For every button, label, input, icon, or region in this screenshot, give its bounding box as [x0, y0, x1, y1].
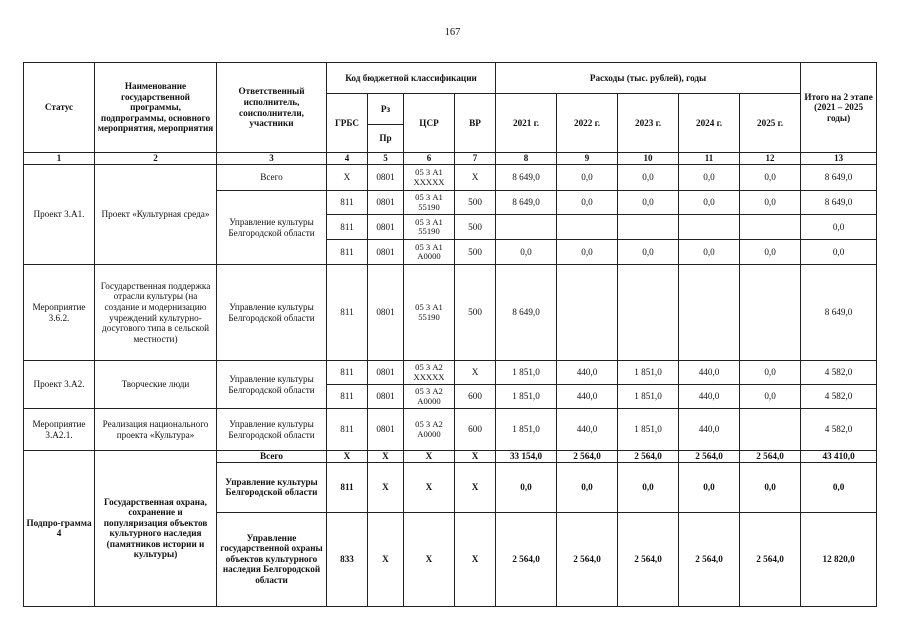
name-cell: Творческие люди [95, 361, 217, 409]
status-cell: Подпро-грамма 4 [24, 451, 95, 607]
rzpr-cell: 0801 [368, 361, 404, 385]
header-status: Статус [24, 63, 95, 153]
value-total: 12 820,0 [801, 512, 877, 606]
rzpr-cell: Х [368, 512, 404, 606]
csr-cell: 05 3 А2 А0000 [404, 385, 455, 409]
budget-table [23, 62, 877, 607]
value-2024: 440,0 [679, 409, 740, 451]
column-number-row [24, 153, 877, 165]
vr-cell: 600 [455, 409, 496, 451]
value-total: 43 410,0 [801, 451, 877, 463]
value-2021: 1 851,0 [496, 385, 557, 409]
value-2024: 0,0 [679, 240, 740, 265]
value-2022: 440,0 [557, 409, 618, 451]
grbs-cell: Х [327, 165, 368, 191]
value-2023: 0,0 [618, 240, 679, 265]
grbs-cell: 811 [327, 385, 368, 409]
value-2022: 440,0 [557, 361, 618, 385]
name-cell: Реализация национального проекта «Культура» [95, 409, 217, 451]
value-total: 0,0 [801, 215, 877, 240]
value-total: 0,0 [801, 240, 877, 265]
status-cell: Мероприятие 3.6.2. [24, 265, 95, 361]
header-2024: 2024 г. [679, 94, 740, 153]
value-total: 4 582,0 [801, 361, 877, 385]
grbs-cell: 811 [327, 265, 368, 361]
status-cell: Проект 3.А2. [24, 361, 95, 409]
csr-cell: Х [404, 451, 455, 463]
header-vr: ВР [455, 94, 496, 153]
rzpr-cell: 0801 [368, 165, 404, 191]
vr-cell: Х [455, 165, 496, 191]
col-number: 3 [217, 153, 327, 165]
value-2022: 0,0 [557, 191, 618, 215]
col-number: 6 [404, 153, 455, 165]
grbs-cell: 811 [327, 240, 368, 265]
grbs-cell: 811 [327, 361, 368, 385]
value-total: 4 582,0 [801, 409, 877, 451]
responsible-cell: Управление культуры Белгородской области [217, 462, 327, 512]
value-total: 8 649,0 [801, 191, 877, 215]
value-2022: 2 564,0 [557, 451, 618, 463]
csr-cell: 05 3 А2 ХХХХХ [404, 361, 455, 385]
name-cell: Государственная поддержка отрасли культуры (на создание и модернизацию учреждений культурно-досугового типа в сельской местности) [95, 265, 217, 361]
value-2025: 0,0 [740, 240, 801, 265]
header-kbk: Код бюджетной классификации [327, 63, 496, 94]
col-number: 13 [801, 153, 877, 165]
header-responsible: Ответственный исполнитель, соисполнители, участники [217, 63, 327, 153]
value-2025 [740, 215, 801, 240]
col-number: 4 [327, 153, 368, 165]
value-2024 [679, 265, 740, 361]
value-2023: 2 564,0 [618, 512, 679, 606]
value-2024: 0,0 [679, 165, 740, 191]
value-2025: 0,0 [740, 385, 801, 409]
status-cell: Мероприятие 3.А2.1. [24, 409, 95, 451]
value-2023: 1 851,0 [618, 409, 679, 451]
value-2022 [557, 215, 618, 240]
table-row [24, 165, 877, 191]
vr-cell: 500 [455, 215, 496, 240]
responsible-cell: Управление культуры Белгородской области [217, 265, 327, 361]
grbs-cell: 833 [327, 512, 368, 606]
csr-cell: 05 3 А1 А0000 [404, 240, 455, 265]
value-total: 8 649,0 [801, 165, 877, 191]
col-number: 9 [557, 153, 618, 165]
value-2025: 0,0 [740, 462, 801, 512]
col-number: 1 [24, 153, 95, 165]
csr-cell: 05 3 А1 55190 [404, 215, 455, 240]
header-csr: ЦСР [404, 94, 455, 153]
header-2023: 2023 г. [618, 94, 679, 153]
csr-cell: 05 3 А2 А0000 [404, 409, 455, 451]
col-number: 12 [740, 153, 801, 165]
header-2022: 2022 г. [557, 94, 618, 153]
col-number: 2 [95, 153, 217, 165]
rzpr-cell: 0801 [368, 215, 404, 240]
csr-cell: 05 3 А1 ХХХХХ [404, 165, 455, 191]
responsible-cell: Управление культуры Белгородской области [217, 191, 327, 265]
value-2023 [618, 215, 679, 240]
header-2025: 2025 г. [740, 94, 801, 153]
name-cell: Государственная охрана, сохранение и популяризация объектов культурного наследия (памятников истории и культуры) [95, 451, 217, 607]
value-2023: 1 851,0 [618, 361, 679, 385]
rzpr-cell: Х [368, 451, 404, 463]
value-2021: 8 649,0 [496, 191, 557, 215]
value-2023: 2 564,0 [618, 451, 679, 463]
csr-cell: 05 3 А1 55190 [404, 265, 455, 361]
responsible-cell: Управление культуры Белгородской области [217, 409, 327, 451]
header-2021: 2021 г. [496, 94, 557, 153]
value-2021: 0,0 [496, 240, 557, 265]
value-2024: 0,0 [679, 462, 740, 512]
col-number: 11 [679, 153, 740, 165]
vr-cell: 500 [455, 240, 496, 265]
vr-cell: Х [455, 361, 496, 385]
value-2024: 440,0 [679, 385, 740, 409]
table-row [24, 361, 877, 385]
value-total: 0,0 [801, 462, 877, 512]
value-2023: 0,0 [618, 191, 679, 215]
value-total: 8 649,0 [801, 265, 877, 361]
value-2024: 2 564,0 [679, 512, 740, 606]
value-2023: 0,0 [618, 165, 679, 191]
header-expenses: Расходы (тыс. рублей), годы [496, 63, 801, 94]
vr-cell: Х [455, 451, 496, 463]
vr-cell: Х [455, 462, 496, 512]
grbs-cell: Х [327, 451, 368, 463]
value-2024: 0,0 [679, 191, 740, 215]
status-cell: Проект 3.А1. [24, 165, 95, 265]
col-number: 7 [455, 153, 496, 165]
value-2021: 0,0 [496, 462, 557, 512]
value-2025: 0,0 [740, 361, 801, 385]
table-row [24, 265, 877, 361]
csr-cell: Х [404, 462, 455, 512]
value-2023: 1 851,0 [618, 385, 679, 409]
value-2021: 33 154,0 [496, 451, 557, 463]
rzpr-cell: 0801 [368, 191, 404, 215]
value-2025: 2 564,0 [740, 512, 801, 606]
value-2021: 1 851,0 [496, 361, 557, 385]
value-2024: 440,0 [679, 361, 740, 385]
col-number: 5 [368, 153, 404, 165]
value-2021: 2 564,0 [496, 512, 557, 606]
value-2022: 0,0 [557, 240, 618, 265]
value-2023 [618, 265, 679, 361]
rzpr-cell: 0801 [368, 265, 404, 361]
table-row [24, 409, 877, 451]
value-total: 4 582,0 [801, 385, 877, 409]
value-2022: 440,0 [557, 385, 618, 409]
col-number: 10 [618, 153, 679, 165]
value-2022: 2 564,0 [557, 512, 618, 606]
rzpr-cell: Х [368, 462, 404, 512]
header-total: Итого на 2 этапе (2021 – 2025 годы) [801, 63, 877, 153]
value-2021: 1 851,0 [496, 409, 557, 451]
grbs-cell: 811 [327, 409, 368, 451]
page-number: 167 [444, 27, 461, 38]
value-2021: 8 649,0 [496, 265, 557, 361]
name-cell: Проект «Культурная среда» [95, 165, 217, 265]
value-2025: 0,0 [740, 165, 801, 191]
responsible-cell: Всего [217, 451, 327, 463]
vr-cell: 600 [455, 385, 496, 409]
vr-cell: 500 [455, 265, 496, 361]
rzpr-cell: 0801 [368, 385, 404, 409]
value-2025: 0,0 [740, 191, 801, 215]
csr-cell: Х [404, 512, 455, 606]
value-2021 [496, 215, 557, 240]
responsible-cell: Управление культуры Белгородской области [217, 361, 327, 409]
value-2022: 0,0 [557, 165, 618, 191]
value-2025: 2 564,0 [740, 451, 801, 463]
vr-cell: Х [455, 512, 496, 606]
value-2025 [740, 265, 801, 361]
value-2024 [679, 215, 740, 240]
value-2023: 0,0 [618, 462, 679, 512]
header-grbs: ГРБС [327, 94, 368, 153]
rzpr-cell: 0801 [368, 409, 404, 451]
header-row-1 [24, 63, 877, 94]
grbs-cell: 811 [327, 191, 368, 215]
rzpr-cell: 0801 [368, 240, 404, 265]
value-2025 [740, 409, 801, 451]
vr-cell: 500 [455, 191, 496, 215]
responsible-cell: Всего [217, 165, 327, 191]
value-2024: 2 564,0 [679, 451, 740, 463]
grbs-cell: 811 [327, 462, 368, 512]
responsible-cell: Управление государственной охраны объектов культурного наследия Белгородской области [217, 512, 327, 606]
header-rz: Рз [368, 94, 404, 125]
grbs-cell: 811 [327, 215, 368, 240]
value-2021: 8 649,0 [496, 165, 557, 191]
table-row [24, 451, 877, 463]
csr-cell: 05 3 А1 55190 [404, 191, 455, 215]
header-pr: Пр [368, 125, 404, 153]
header-name: Наименование государственной программы, подпрограммы, основного мероприятия, мероприятия [95, 63, 217, 153]
col-number: 8 [496, 153, 557, 165]
value-2022: 0,0 [557, 462, 618, 512]
value-2022 [557, 265, 618, 361]
